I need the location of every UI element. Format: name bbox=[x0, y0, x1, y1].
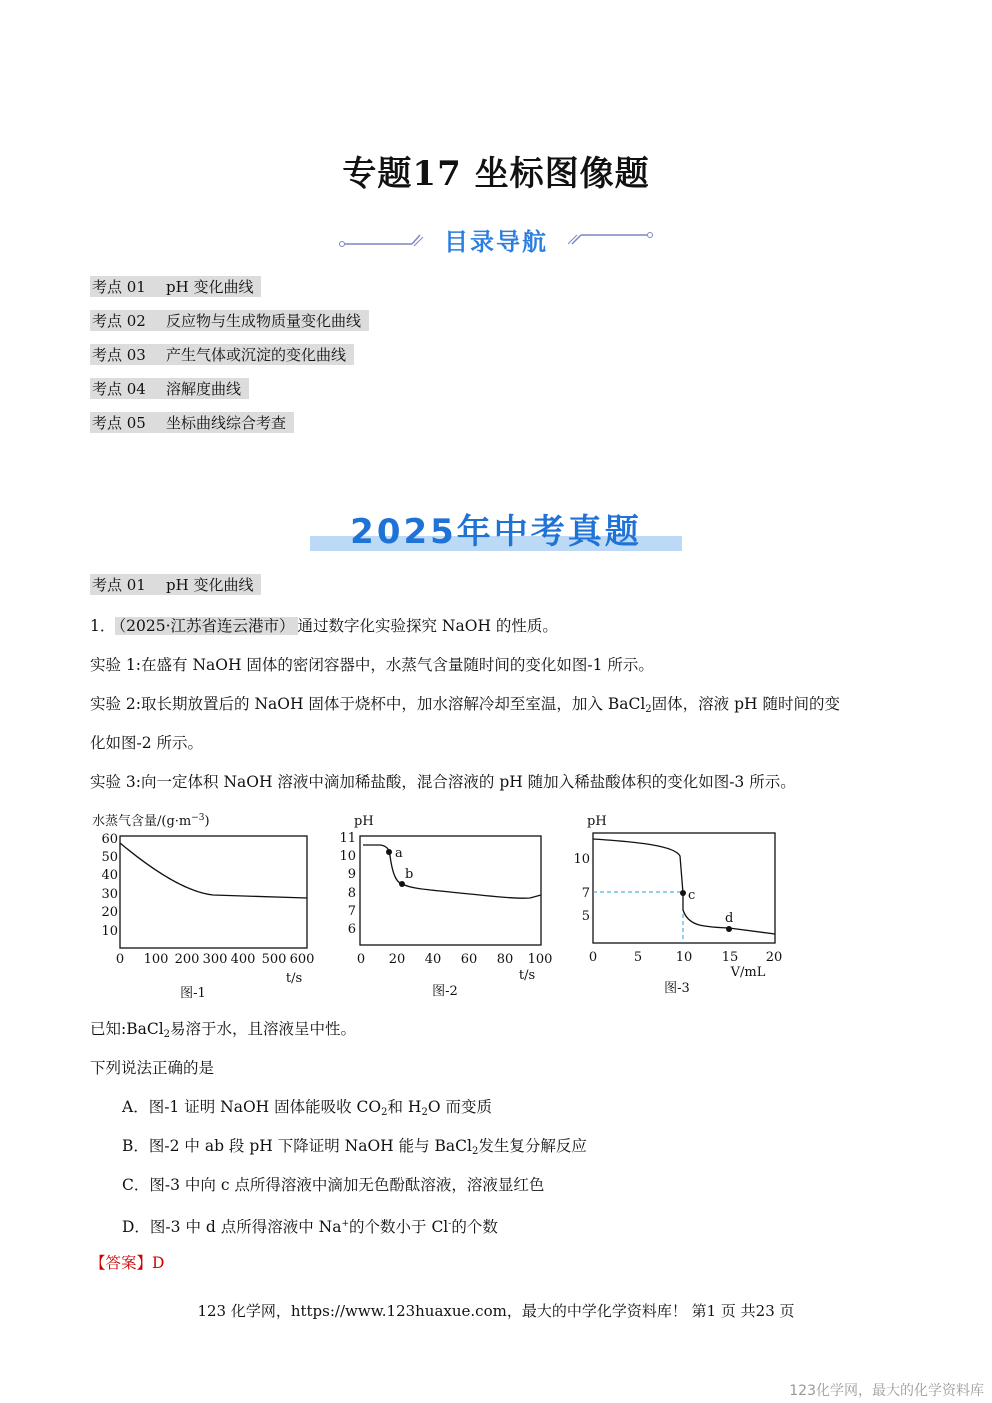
point-a bbox=[386, 849, 392, 855]
tick: 11 bbox=[339, 831, 356, 846]
fig2-caption: 图-2 bbox=[432, 984, 458, 999]
tick: 6 bbox=[347, 922, 356, 937]
toc-item-3[interactable] bbox=[90, 344, 354, 365]
label-c: c bbox=[688, 888, 696, 903]
option-d[interactable] bbox=[122, 1214, 498, 1237]
page-footer: 123 化学网，https://www.123huaxue.com，最大的中学化学资料库！ 第1 页 共23 页 bbox=[197, 1302, 795, 1320]
fig3-frame bbox=[593, 833, 775, 943]
label-d: d bbox=[725, 911, 734, 926]
toc-item-1[interactable] bbox=[90, 276, 261, 297]
fig1-ylabel: 水蒸气含量$/(g\cdot m^{-3})$ bbox=[92, 813, 210, 829]
tick: 20 bbox=[388, 952, 406, 967]
text: 发生复分解反应 bbox=[478, 1137, 587, 1155]
option-a[interactable] bbox=[122, 1097, 492, 1123]
tick: 40 bbox=[424, 952, 442, 967]
fig3-xlabel: V/mL bbox=[730, 965, 766, 980]
fig1-xlabel: t/s bbox=[285, 971, 303, 986]
tick: 7 bbox=[347, 904, 356, 919]
subscript: 2 bbox=[163, 1029, 171, 1040]
text: 的个数小于 Cl bbox=[349, 1218, 449, 1236]
tick: 15 bbox=[721, 950, 739, 965]
section-banner: 2025年中考真题 bbox=[350, 512, 642, 552]
text: D．图-3 中 d 点所得溶液中 Na bbox=[122, 1218, 342, 1236]
tick: 10 bbox=[339, 849, 356, 864]
tick: 80 bbox=[496, 952, 514, 967]
question-ask: 下列说法正确的是 bbox=[90, 1059, 215, 1077]
tick: 30 bbox=[101, 887, 118, 902]
fig1-curve bbox=[120, 843, 307, 898]
exp3: 实验 3:向一定体积 NaOH 溶液中滴加稀盐酸，混合溶液的 pH 随加入稀盐酸体积的变化如图-3 所示。 bbox=[90, 773, 796, 791]
toc-num: 考点 04 bbox=[92, 380, 146, 398]
figure-2 bbox=[339, 814, 552, 999]
tick: 100 bbox=[143, 952, 169, 967]
fig1-frame bbox=[120, 836, 307, 948]
fig3-dashed-guide bbox=[593, 892, 683, 943]
fig3-ylabel: pH bbox=[587, 814, 607, 829]
nav-title: 目录导航 bbox=[444, 228, 548, 256]
toc-item-4[interactable] bbox=[90, 378, 249, 399]
option-b[interactable] bbox=[122, 1136, 587, 1162]
toc-label: 反应物与生成物质量变化曲线 bbox=[166, 312, 362, 330]
known-info bbox=[90, 1019, 356, 1045]
tick: 0 bbox=[588, 950, 598, 965]
tick: 10 bbox=[101, 924, 118, 939]
exp2-cont: 化如图-2 所示。 bbox=[90, 734, 204, 752]
figures bbox=[0, 800, 992, 1010]
exp2 bbox=[90, 694, 840, 720]
tick: 20 bbox=[765, 950, 783, 965]
page-title: 专题17 坐标图像题 bbox=[342, 154, 650, 194]
toc-label: 溶解度曲线 bbox=[166, 380, 242, 398]
subscript: 2 bbox=[421, 1107, 428, 1118]
section-num: 考点 01 bbox=[92, 576, 146, 594]
q-stem-text: 通过数字化实验探究 NaOH 的性质。 bbox=[297, 617, 558, 635]
q-num: 1． bbox=[90, 617, 116, 635]
toc-num: 考点 03 bbox=[92, 346, 146, 364]
tick: 200 bbox=[174, 952, 200, 967]
toc-item-5[interactable] bbox=[90, 412, 294, 433]
tick: 100 bbox=[527, 952, 553, 967]
superscript: + bbox=[341, 1219, 350, 1229]
fig3-caption: 图-3 bbox=[664, 981, 690, 996]
text: A．图-1 证明 NaOH 固体能吸收 CO bbox=[122, 1098, 382, 1116]
section-label: pH 变化曲线 bbox=[166, 576, 254, 594]
tick: 8 bbox=[347, 886, 356, 901]
tick: 0 bbox=[115, 952, 125, 967]
tick: 7 bbox=[581, 886, 590, 901]
figure-1 bbox=[92, 813, 314, 1001]
tick: 10 bbox=[675, 950, 693, 965]
toc-num: 考点 02 bbox=[92, 312, 146, 330]
toc-item-2[interactable] bbox=[90, 310, 369, 331]
section-heading bbox=[90, 574, 261, 595]
fig3-curve bbox=[593, 839, 775, 934]
tick: 600 bbox=[289, 952, 315, 967]
text: O 而变质 bbox=[427, 1098, 492, 1116]
text: B．图-2 中 ab 段 pH 下降证明 NaOH 能与 BaCl bbox=[122, 1137, 472, 1155]
tick: 500 bbox=[261, 952, 287, 967]
tick: 300 bbox=[202, 952, 228, 967]
point-c bbox=[680, 890, 686, 896]
label-a: a bbox=[395, 846, 403, 861]
tick: 50 bbox=[101, 850, 118, 865]
toc-label: 坐标曲线综合考查 bbox=[166, 414, 287, 432]
toc-num: 考点 05 bbox=[92, 414, 146, 432]
figure-3 bbox=[573, 814, 782, 996]
tick: 60 bbox=[460, 952, 478, 967]
watermark: 123化学网，最大的化学资料库 bbox=[789, 1383, 984, 1399]
toc-label: pH 变化曲线 bbox=[166, 278, 254, 296]
fig2-ylabel: pH bbox=[354, 814, 374, 829]
tick: 10 bbox=[573, 852, 590, 867]
text: 和 H bbox=[387, 1098, 422, 1116]
tick: 60 bbox=[101, 832, 118, 847]
subscript: 2 bbox=[472, 1146, 479, 1157]
fig1-caption: 图-1 bbox=[180, 986, 206, 1001]
text: 的个数 bbox=[451, 1218, 498, 1236]
superscript: - bbox=[448, 1219, 452, 1229]
tick: 20 bbox=[101, 905, 118, 920]
toc-num: 考点 01 bbox=[92, 278, 146, 296]
text: 易溶于水，且溶液呈中性。 bbox=[170, 1020, 357, 1038]
label-b: b bbox=[405, 867, 414, 882]
toc-label: 产生气体或沉淀的变化曲线 bbox=[166, 346, 347, 364]
tick: 9 bbox=[347, 867, 356, 882]
point-d bbox=[726, 926, 732, 932]
subscript: 2 bbox=[645, 704, 652, 715]
q-source: （2025·江苏省连云港市） bbox=[115, 617, 297, 635]
tick: 400 bbox=[230, 952, 256, 967]
text: 实验 2:取长期放置后的 NaOH 固体于烧杯中，加水溶解冷却至室温，加入 BaCl bbox=[90, 695, 646, 713]
text: 已知:BaCl bbox=[90, 1020, 164, 1038]
tick: 0 bbox=[356, 952, 366, 967]
answer: 【答案】D bbox=[90, 1254, 165, 1272]
text: 固体，溶液 pH 随时间的变 bbox=[651, 695, 840, 713]
tick: 5 bbox=[633, 950, 643, 965]
subscript: 2 bbox=[381, 1107, 388, 1118]
exp1: 实验 1:在盛有 NaOH 固体的密闭容器中，水蒸气含量随时间的变化如图-1 所示。 bbox=[90, 656, 654, 674]
question-stem bbox=[90, 616, 558, 636]
option-c[interactable]: C．图-3 中向 c 点所得溶液中滴加无色酚酞溶液，溶液显红色 bbox=[122, 1176, 545, 1194]
tick: 40 bbox=[101, 868, 118, 883]
fig2-xlabel: t/s bbox=[518, 968, 536, 983]
tick: 5 bbox=[581, 909, 590, 924]
